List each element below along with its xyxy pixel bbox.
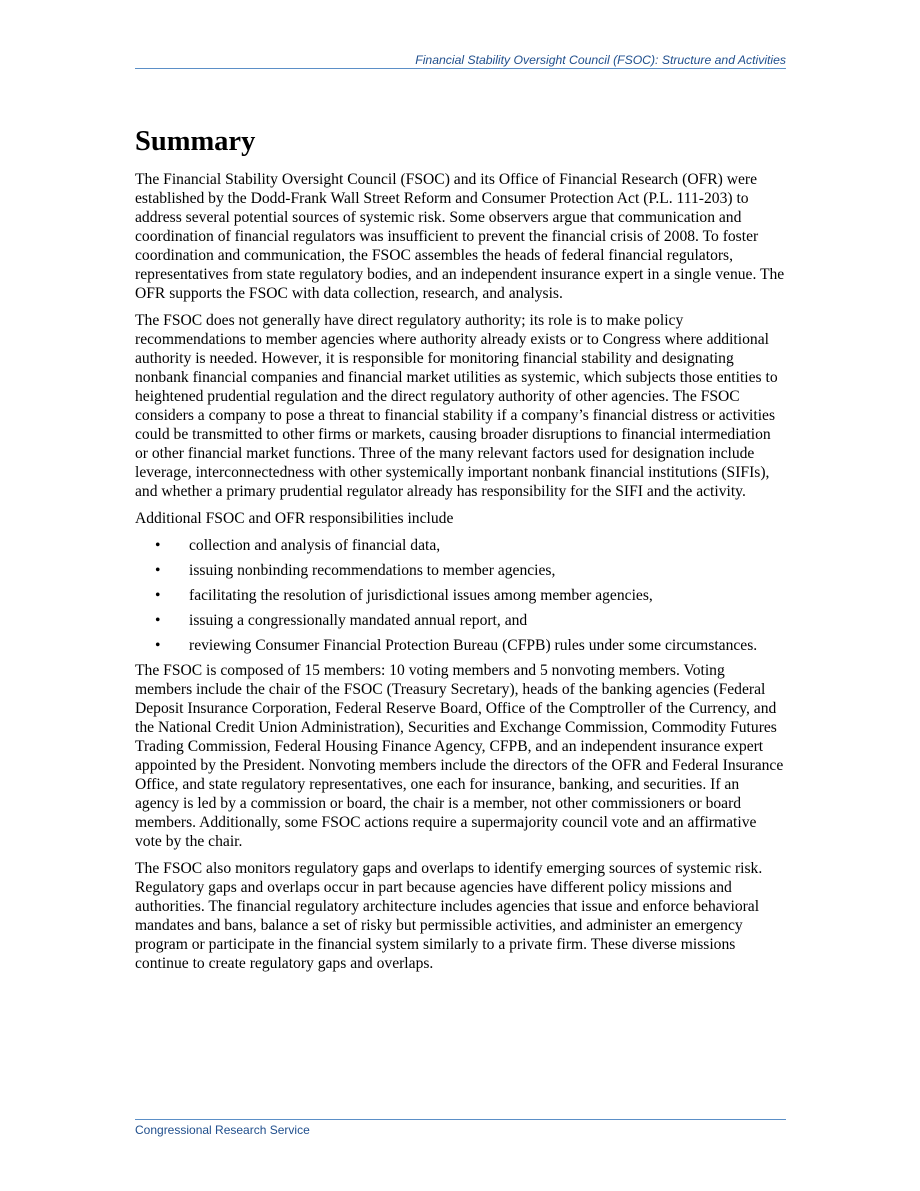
list-item-text: collection and analysis of financial data, (189, 537, 441, 554)
running-footer (135, 1119, 786, 1137)
paragraph: The Financial Stability Oversight Council (FSOC) and its Office of Financial Research (OFR) were established by the Dodd-Frank Wall Street Reform and Consumer Protection Act (P.L. 111-203) to address several potential sources of systemic risk. Some observers argue that communication and coordination of financial regulators was insufficient to prevent the financial crisis of 2008. To foster coordination and communication, the FSOC assembles the heads of federal financial regulators, representatives from state regulatory bodies, and an independent insurance expert in a single venue. The OFR supports the FSOC with data collection, research, and analysis. (135, 171, 785, 302)
paragraph: The FSOC also monitors regulatory gaps and overlaps to identify emerging sources of systemic risk. Regulatory gaps and overlaps occur in part because agencies have different policy missions and authorities. The financial regulatory architecture includes agencies that issue and enforce behavioral mandates and bans, balance a set of risky but permissible activities, and administer an emergency program or participate in the financial system similarly to a private firm. These diverse missions continue to create regulatory gaps and overlaps. (135, 860, 763, 972)
responsibilities-list (135, 536, 785, 655)
list-item-text: facilitating the resolution of jurisdictional issues among member agencies, (189, 587, 653, 604)
bullet-icon: • (155, 537, 161, 554)
running-title: Financial Stability Oversight Council (FSOC): Structure and Activities (415, 53, 786, 67)
paragraph: The FSOC does not generally have direct regulatory authority; its role is to make policy recommendations to member agencies where authority already exists or to Congress where additional authority is needed. However, it is responsible for monitoring financial stability and designating nonbank financial companies and financial market utilities as systemic, which subjects those entities to heightened prudential regulation and the direct regulatory authority of other agencies. The FSOC considers a company to pose a threat to financial stability if a company’s financial distress or activities could be transmitted to other firms or markets, causing broader disruptions to financial intermediation or other financial market functions. Three of the many relevant factors used for designation include leverage, interconnectedness with other systemically important nonbank financial institutions (SIFIs), and whether a primary prudential regulator already has responsibility for the SIFI and the activity. (135, 312, 778, 500)
list-item (135, 586, 785, 605)
bullet-icon: • (155, 612, 161, 629)
section-heading: Summary (135, 126, 256, 157)
bullet-icon: • (155, 587, 161, 604)
list-item-text: issuing a congressionally mandated annual report, and (189, 612, 528, 629)
list-item (135, 561, 785, 580)
bullet-icon: • (155, 562, 161, 579)
list-item (135, 636, 785, 655)
footer-organization: Congressional Research Service (135, 1123, 310, 1137)
list-item (135, 536, 785, 555)
bullet-icon: • (155, 637, 161, 654)
paragraph: Additional FSOC and OFR responsibilities include (135, 510, 454, 527)
page-body (135, 122, 785, 981)
list-item-text: reviewing Consumer Financial Protection Bureau (CFPB) rules under some circumstances. (189, 637, 758, 654)
running-header (135, 53, 786, 69)
paragraph: The FSOC is composed of 15 members: 10 voting members and 5 nonvoting members. Voting members include the chair of the FSOC (Treasury Secretary), heads of the banking agencies (Federal Deposit Insurance Corporation, Federal Reserve Board, Office of the Comptroller of the Currency, and the National Credit Union Administration), Securities and Exchange Commission, Commodity Futures Trading Commission, Federal Housing Finance Agency, CFPB, and an independent insurance expert appointed by the President. Nonvoting members include the directors of the OFR and Federal Insurance Office, and state regulatory representatives, one each for insurance, banking, and securities. If an agency is led by a commission or board, the chair is a member, not other commissioners or board members. Additionally, some FSOC actions require a supermajority council vote and an affirmative vote by the chair. (135, 662, 784, 850)
list-item-text: issuing nonbinding recommendations to member agencies, (189, 562, 556, 579)
list-item (135, 611, 785, 630)
